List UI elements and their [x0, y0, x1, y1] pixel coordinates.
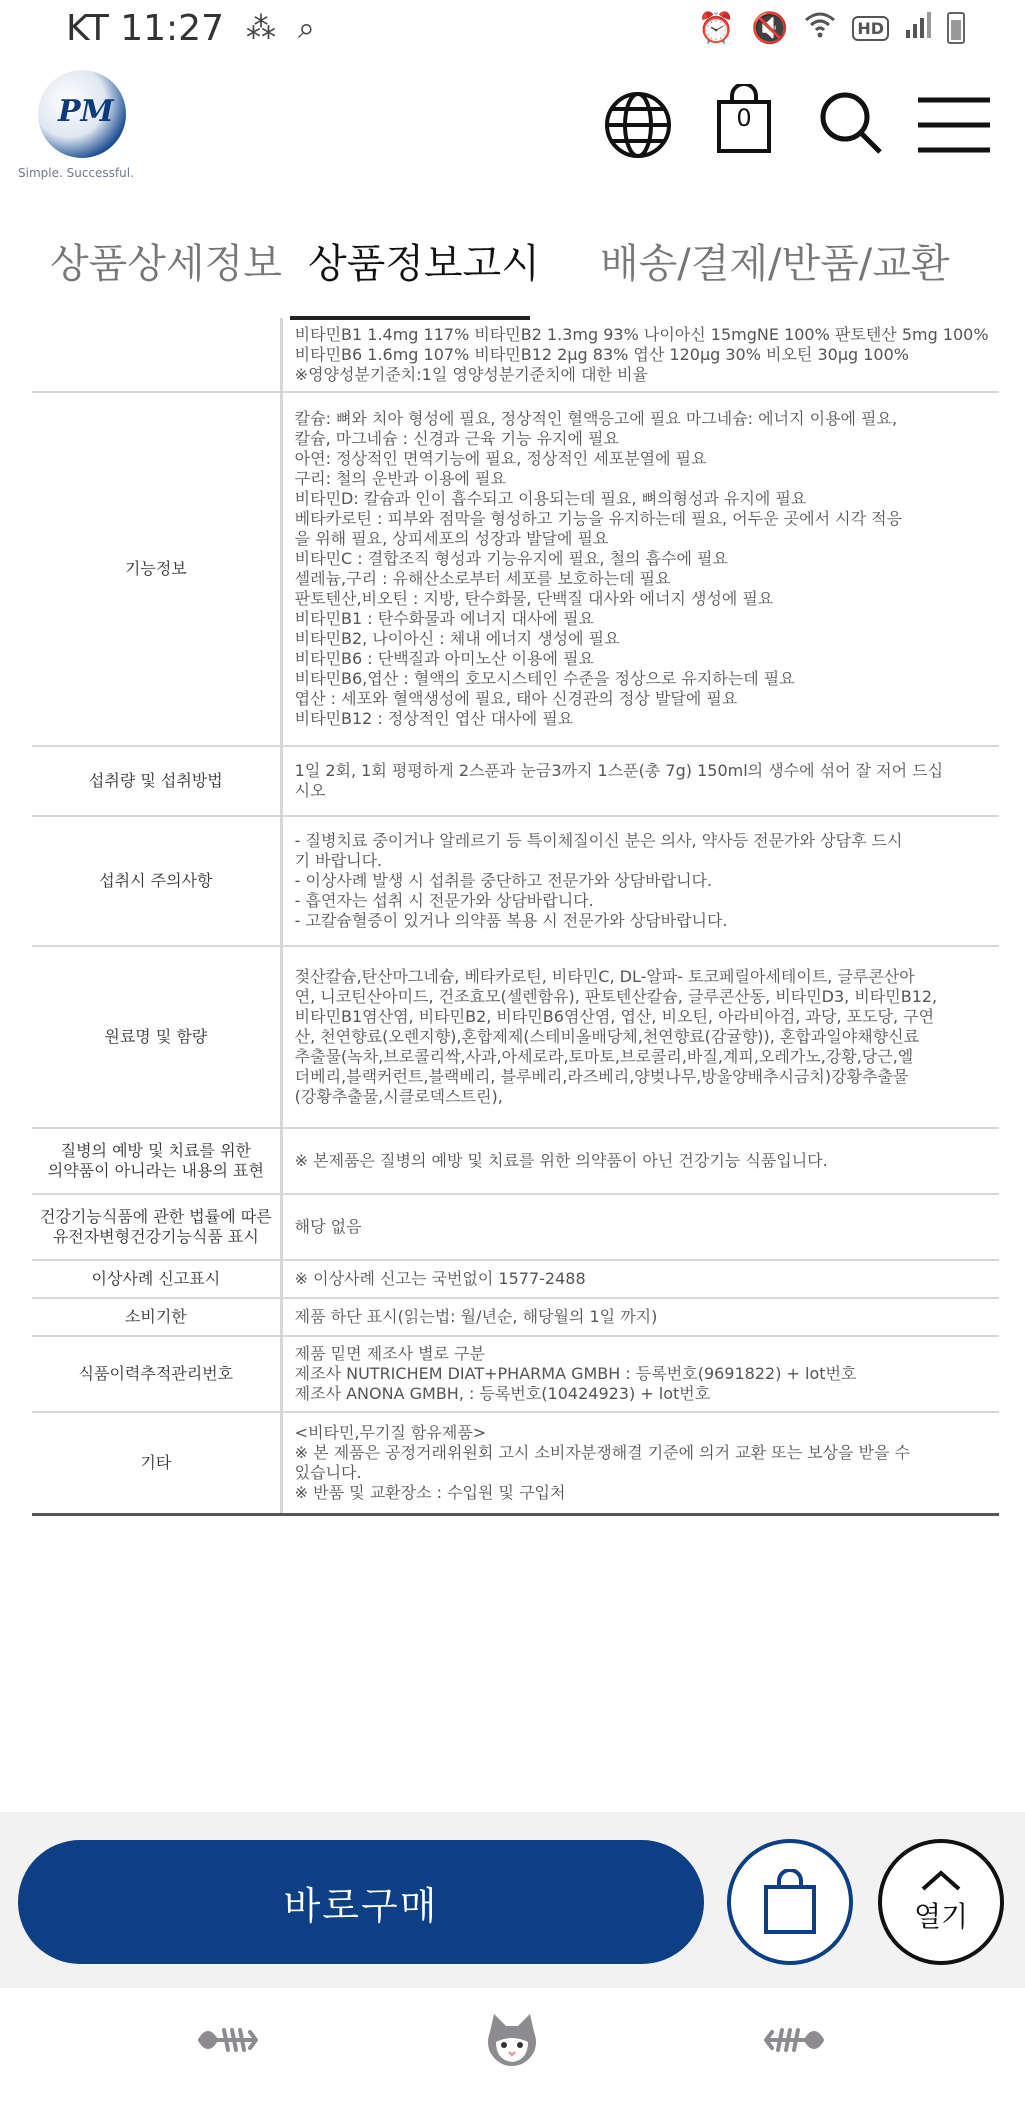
- label-line: 유전자변형건강기능식품 표시: [52, 1227, 259, 1246]
- value-line: <비타민,무기질 함유제품>: [294, 1422, 487, 1442]
- status-bar: [0, 0, 1025, 60]
- row-label: 소비기한: [32, 1298, 281, 1336]
- value-line: 칼슘: 뼈와 치아 형성에 필요, 정상적인 혈액응고에 필요 마그네슘: 에너지 이용에 필요,: [294, 409, 898, 428]
- value-line: 엽산 : 세포와 혈액생성에 필요, 태아 신경관의 정상 발달에 필요: [294, 689, 738, 708]
- shopping-bag-icon: [762, 1869, 818, 1935]
- header: [0, 60, 1025, 190]
- table-row: [32, 318, 999, 392]
- carrier-time: KT 11:27: [66, 8, 224, 49]
- table-row: [32, 1298, 999, 1336]
- tab-product-notice[interactable]: 상품정보고시: [308, 241, 540, 287]
- value-line: 제품 밑면 제조사 별로 구분: [294, 1344, 486, 1363]
- value-line: 해당 없음: [294, 1217, 362, 1236]
- value-line: 비타민B1염산염, 비타민B2, 비타민B6염산염, 엽산, 비오틴, 아라비아검, 과당, 포도당, 구연: [294, 1007, 935, 1026]
- tab-shipping-return[interactable]: 배송/결제/반품/교환: [600, 241, 950, 287]
- mute-icon: 🔇: [750, 10, 789, 46]
- value-line: 젖산칼슘,탄산마그네슘, 베타카로틴, 비타민C, DL-알파- 토코페릴아세테이트, 글루콘산아: [294, 967, 915, 986]
- value-line: - 이상사례 발생 시 섭취를 중단하고 전문가와 상담바랍니다.: [294, 871, 713, 890]
- table-row: [32, 946, 999, 1128]
- purchase-action-bar: [0, 1812, 1025, 1988]
- table-row: [32, 816, 999, 946]
- value-line: ※ 본 제품은 공정거래위원회 고시 소비자분쟁해결 기준에 의거 교환 또는 보상을 받을 수: [294, 1442, 911, 1462]
- value-line: 제품 하단 표시(읽는법: 월/년순, 해당월의 1일 까지): [294, 1307, 658, 1326]
- row-label: 기타: [32, 1412, 281, 1514]
- row-value: [281, 816, 998, 946]
- value-line: 제조사 ANONA GMBH, : 등록번호(10424923) + lot번호: [294, 1384, 711, 1403]
- value-line: 아연: 정상적인 면역기능에 필요, 정상적인 세포분열에 필요: [294, 449, 707, 468]
- row-value: [281, 1260, 998, 1298]
- fish-bone-icon[interactable]: [194, 2018, 258, 2066]
- table-row: [32, 1412, 999, 1514]
- value-line: 비타민B6 : 단백질과 아미노산 이용에 필요: [294, 649, 594, 668]
- row-label: 섭취량 및 섭취방법: [32, 746, 281, 816]
- table-row: [32, 746, 999, 816]
- value-line: 을 위해 필요, 상피세포의 성장과 발달에 필요: [294, 529, 609, 548]
- value-line: 베타카로틴 : 피부와 점막을 형성하고 기능을 유지하는데 필요, 어두운 곳에서 시각 적응: [294, 509, 903, 528]
- value-line: ※ 반품 및 교환장소 : 수입원 및 구입처: [294, 1482, 566, 1502]
- row-label: [32, 318, 281, 392]
- table-row: [32, 392, 999, 746]
- value-line: ※ 본제품은 질병의 예방 및 치료를 위한 의약품이 아닌 건강기능 식품입니다.: [294, 1151, 828, 1170]
- value-line: 제조사 NUTRICHEM DIAT+PHARMA GMBH : 등록번호(9691822) + lot번호: [294, 1364, 857, 1383]
- row-value: [281, 392, 998, 746]
- open-label: 열기: [913, 1900, 969, 1933]
- value-line: 비타민B1 : 탄수화물과 에너지 대사에 필요: [294, 609, 594, 628]
- table-row: [32, 1336, 999, 1412]
- chart-search-icon: ⌕: [298, 11, 315, 46]
- row-label: 이상사례 신고표시: [32, 1260, 281, 1298]
- row-label: 섭취시 주의사항: [32, 816, 281, 946]
- table-row: [32, 1128, 999, 1194]
- value-line: 비타민B1 1.4mg 117% 비타민B2 1.3mg 93% 나이아신 15mgNE 100% 판토텐산 5mg 100%: [294, 324, 989, 344]
- wifi-icon: [804, 10, 836, 46]
- tab-product-detail[interactable]: 상품상세정보: [50, 241, 282, 287]
- row-label: [32, 1194, 281, 1260]
- row-value: [281, 746, 998, 816]
- search-icon[interactable]: [818, 90, 884, 160]
- logo-tagline: Simple. Successful.: [18, 166, 134, 180]
- row-label: 기능정보: [32, 392, 281, 746]
- value-line: 산, 천연향료(오렌지향),혼합제제(스테비올배당체,천연향료(감귤향)), 혼합과일야채향신료: [294, 1027, 920, 1046]
- value-line: 셀레늄,구리 : 유해산소로부터 세포를 보호하는데 필요: [294, 569, 671, 588]
- value-line: 추출물(녹차,브로콜리싹,사과,아세로라,토마토,브로콜리,바질,계피,오레가노,강황,당근,엘: [294, 1047, 914, 1066]
- cat-face-icon[interactable]: [484, 2012, 540, 2072]
- label-line: 의약품이 아니라는 내용의 표현: [47, 1161, 264, 1180]
- chevron-up-icon: [919, 1869, 963, 1891]
- value-line: ※영양성분기준치:1일 영양성분기준치에 대한 비율: [294, 364, 649, 384]
- value-line: 있습니다.: [294, 1462, 362, 1482]
- value-line: 판토텐산,비오틴 : 지방, 탄수화물, 단백질 대사와 에너지 생성에 필요: [294, 589, 774, 608]
- value-line: 비타민B12 : 정상적인 엽산 대사에 필요: [294, 709, 574, 728]
- detail-tabs: [0, 212, 1025, 322]
- hd-badge: HD: [852, 16, 889, 41]
- bottom-nav: [0, 1988, 1025, 2107]
- row-value: [281, 1336, 998, 1412]
- row-value: [281, 1194, 998, 1260]
- alarm-icon: ⏰: [697, 10, 735, 46]
- label-line: 질병의 예방 및 치료를 위한: [60, 1141, 252, 1160]
- open-options-button[interactable]: [878, 1839, 1004, 1965]
- cart-count: 0: [736, 104, 752, 132]
- row-value: [281, 1128, 998, 1194]
- battery-icon: [947, 12, 965, 44]
- globe-icon[interactable]: [603, 90, 673, 164]
- value-line: 칼슘, 마그네슘 : 신경과 근육 기능 유지에 필요: [294, 429, 619, 448]
- logo-letters: PM: [58, 94, 114, 129]
- value-line: - 고칼슘혈증이 있거나 의약품 복용 시 전문가와 상담바랍니다.: [294, 911, 728, 930]
- row-label: 원료명 및 함량: [32, 946, 281, 1128]
- row-value: [281, 946, 998, 1128]
- value-line: 기 바랍니다.: [294, 851, 383, 870]
- value-line: 구리: 철의 운반과 이용에 필요: [294, 469, 506, 488]
- signal-icon: [905, 10, 931, 46]
- value-line: (강황추출물,시클로덱스트린),: [294, 1087, 503, 1106]
- table-row: [32, 1260, 999, 1298]
- hamburger-menu-icon[interactable]: [918, 96, 990, 158]
- product-notice-table: [32, 318, 999, 1516]
- value-line: 비타민D: 칼슘과 인이 흡수되고 이용되는데 필요, 뼈의형성과 유지에 필요: [294, 489, 807, 508]
- app-notification-icon: ⁂: [246, 11, 276, 46]
- value-line: 시오: [294, 781, 326, 800]
- fish-bone-icon[interactable]: [764, 2018, 828, 2066]
- status-right: [698, 10, 965, 46]
- status-left: [66, 8, 315, 49]
- add-to-cart-button[interactable]: [727, 1839, 853, 1965]
- buy-now-button[interactable]: 바로구매: [18, 1840, 704, 1964]
- brand-logo[interactable]: [18, 66, 168, 186]
- value-line: 1일 2회, 1회 평평하게 2스푼과 눈금3까지 1스푼(총 7g) 150ml의 생수에 섞어 잘 저어 드십: [294, 761, 944, 780]
- value-line: ※ 이상사례 신고는 국번없이 1577-2488: [294, 1269, 586, 1288]
- row-value: [281, 1412, 998, 1514]
- value-line: - 질병치료 중이거나 알레르기 등 특이체질이신 분은 의사, 약사등 전문가와 상담후 드시: [294, 831, 903, 850]
- value-line: 비타민B6,엽산 : 혈액의 호모시스테인 수준을 정상으로 유지하는데 필요: [294, 669, 795, 688]
- table-row: [32, 1194, 999, 1260]
- value-line: 비타민B2, 나이아신 : 체내 에너지 생성에 필요: [294, 629, 620, 648]
- value-line: 더베리,블랙커런트,블랙베리, 블루베리,라즈베리,양벚나무,방울양배추시금치)강황추출물: [294, 1067, 909, 1086]
- value-line: 비타민B6 1.6mg 107% 비타민B12 2μg 83% 엽산 120μg 30% 비오틴 30μg 100%: [294, 344, 909, 364]
- value-line: - 흡연자는 섭취 시 전문가와 상담바랍니다.: [294, 891, 594, 910]
- row-label: 식품이력추적관리번호: [32, 1336, 281, 1412]
- row-value: [281, 1298, 998, 1336]
- row-label: [32, 1128, 281, 1194]
- label-line: 건강기능식품에 관한 법률에 따른: [40, 1207, 272, 1226]
- value-line: 비타민C : 결합조직 형성과 기능유지에 필요, 철의 흡수에 필요: [294, 549, 728, 568]
- value-line: 연, 니코틴산아미드, 건조효모(셀렌함유), 판토텐산칼슘, 글루콘산동, 비타민D3, 비타민B12,: [294, 987, 938, 1006]
- row-value: [281, 318, 998, 392]
